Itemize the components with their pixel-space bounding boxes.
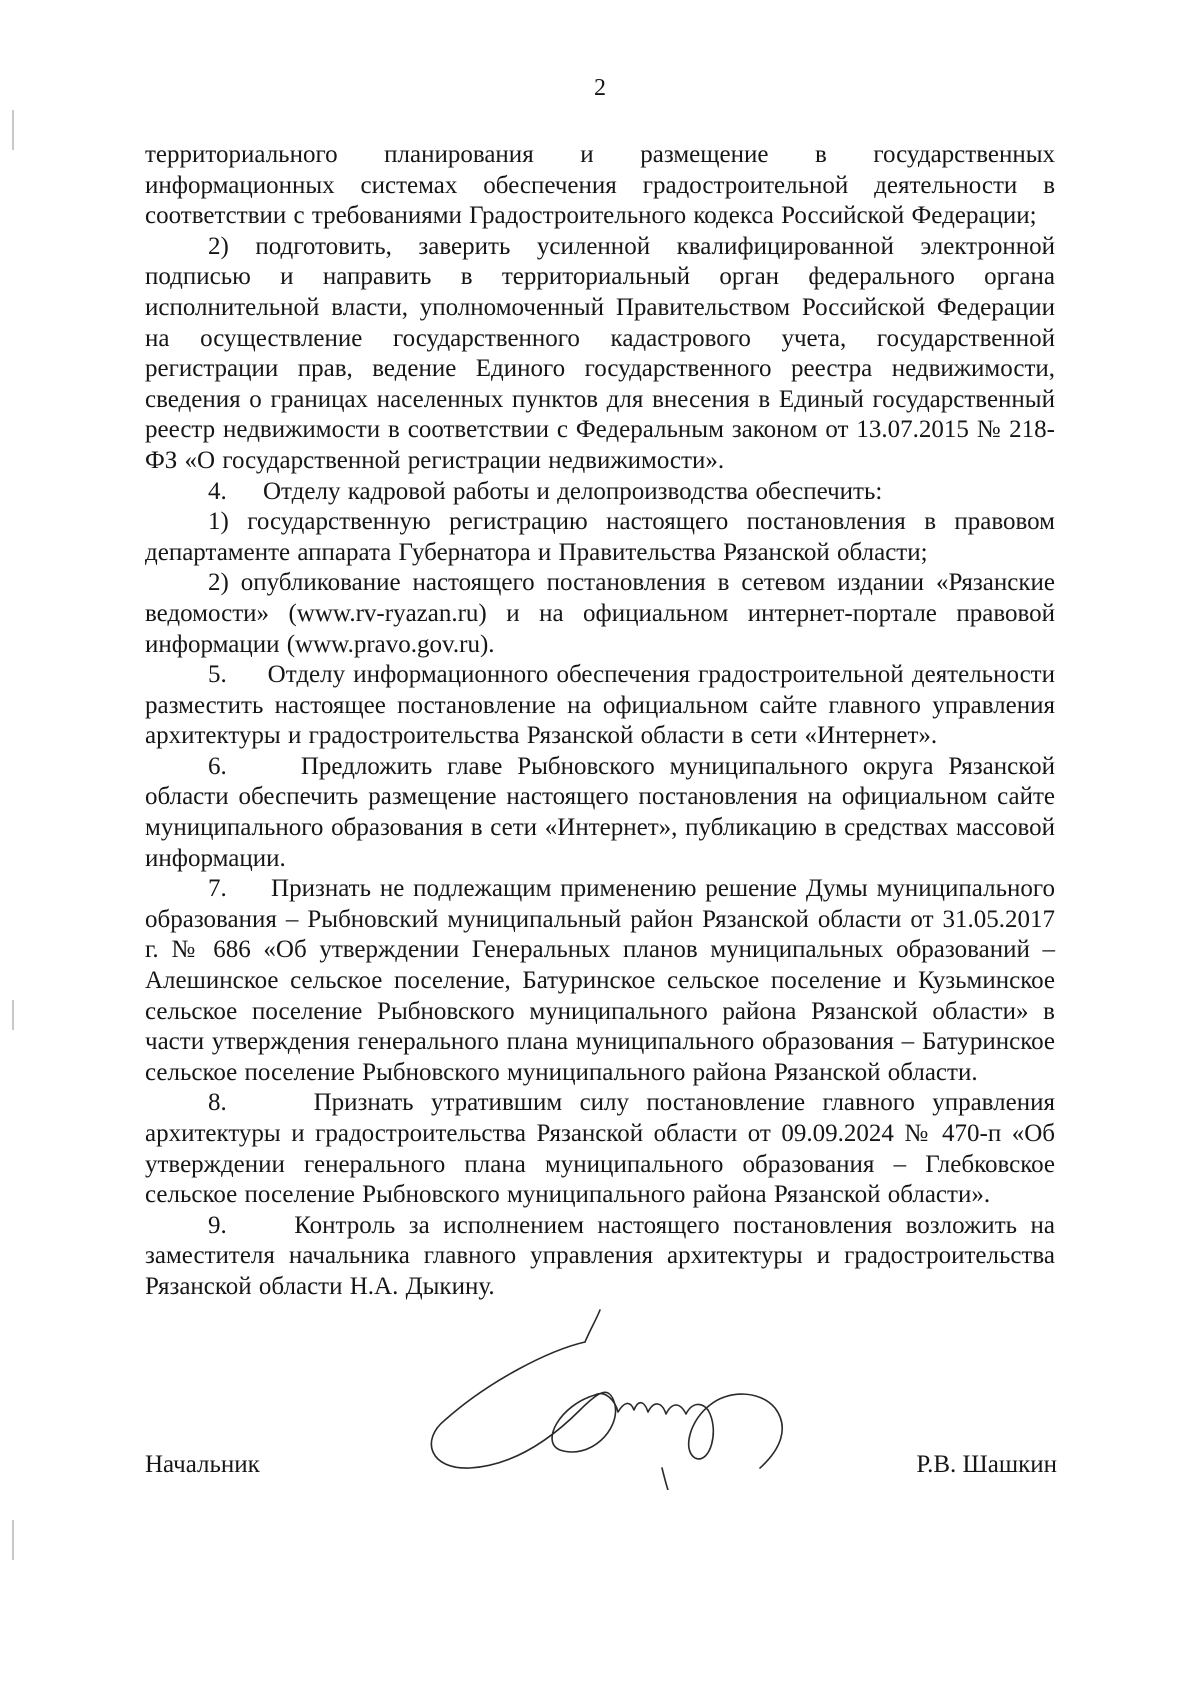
paragraph: 2) подготовить, заверить усиленной квалифицированной электронной подписью и направить в территориальный орган федерального органа исполнительной власти, уполномоченный Правительством Российской Федерации на осуществление государственного кадастрового учета, государственной регистрации прав, ведение Единого государственного реестра недвижимости, сведения о границах населенных пунктов для внесения в Единый государственный реестр недвижимости в соответствии с Федеральным законом от 13.07.2015 № 218-ФЗ «О государственной регистрации недвижимости». — [145, 232, 1055, 474]
paragraph: 7. Признать не подлежащим применению решение Думы муниципального образования – Рыбновский муниципальный район Рязанской области от 31.05.2017 г. № 686 «Об утверждении Генеральных планов муниципальных образований – Алешинское сельское поселение, Батуринское сельское поселение и Кузьминское сельское поселение Рыбновского муниципального района Рязанской области» в части утверждения генерального плана муниципального образования – Батуринское сельское поселение Рыбновского муниципального района Рязанской области. — [145, 875, 1055, 1086]
paragraph: 9. Контроль за исполнением настоящего постановления возложить на заместителя начальника главного управления архитектуры и градостроительства Рязанской области Н.А. Дыкину. — [145, 1211, 1055, 1300]
scan-edge-mark — [12, 1520, 14, 1560]
paragraph: 6. Предложить главе Рыбновского муниципального округа Рязанской области обеспечить размещение настоящего постановления на официальном сайте муниципального образования в сети «Интернет», публикацию в средствах массовой информации. — [145, 752, 1055, 872]
paragraph: 4. Отделу кадровой работы и делопроизводства обеспечить: — [208, 477, 883, 505]
paragraph: 1) государственную регистрацию настоящего постановления в правовом департаменте аппарата Губернатора и Правительства Рязанской области; — [145, 508, 1055, 566]
scan-edge-mark — [12, 110, 14, 150]
paragraph: 5. Отделу информационного обеспечения градостроительной деятельности разместить настоящее постановление на официальном сайте главного управления архитектуры и градостроительства Рязанской области в сети «Интернет». — [145, 661, 1055, 750]
signatory-name: Р.В. Шашкин — [916, 1451, 1057, 1478]
paragraph: 2) опубликование настоящего постановления в сетевом издании «Рязанские ведомости» (www.rv-ryazan.ru) и на официальном интернет-портале правовой информации (www.pravo.gov.ru). — [145, 569, 1055, 658]
paragraph: территориального планирования и размещение в государственных информационных системах обеспечения градостроительной деятельности в соответствии с требованиями Градостроительного кодекса Российской Федерации; — [145, 141, 1055, 230]
scan-edge-mark — [12, 1000, 14, 1030]
paragraph: 8. Признать утратившим силу постановление главного управления архитектуры и градостроительства Рязанской области от 09.09.2024 № 470-п «Об утверждении генерального плана муниципального образования – Глебковское сельское поселение Рыбновского муниципального района Рязанской области». — [145, 1089, 1055, 1209]
page-number: 2 — [594, 75, 606, 101]
document-body — [145, 140, 1055, 1303]
signature-block — [145, 1450, 1057, 1490]
signatory-title: Начальник — [145, 1451, 260, 1478]
